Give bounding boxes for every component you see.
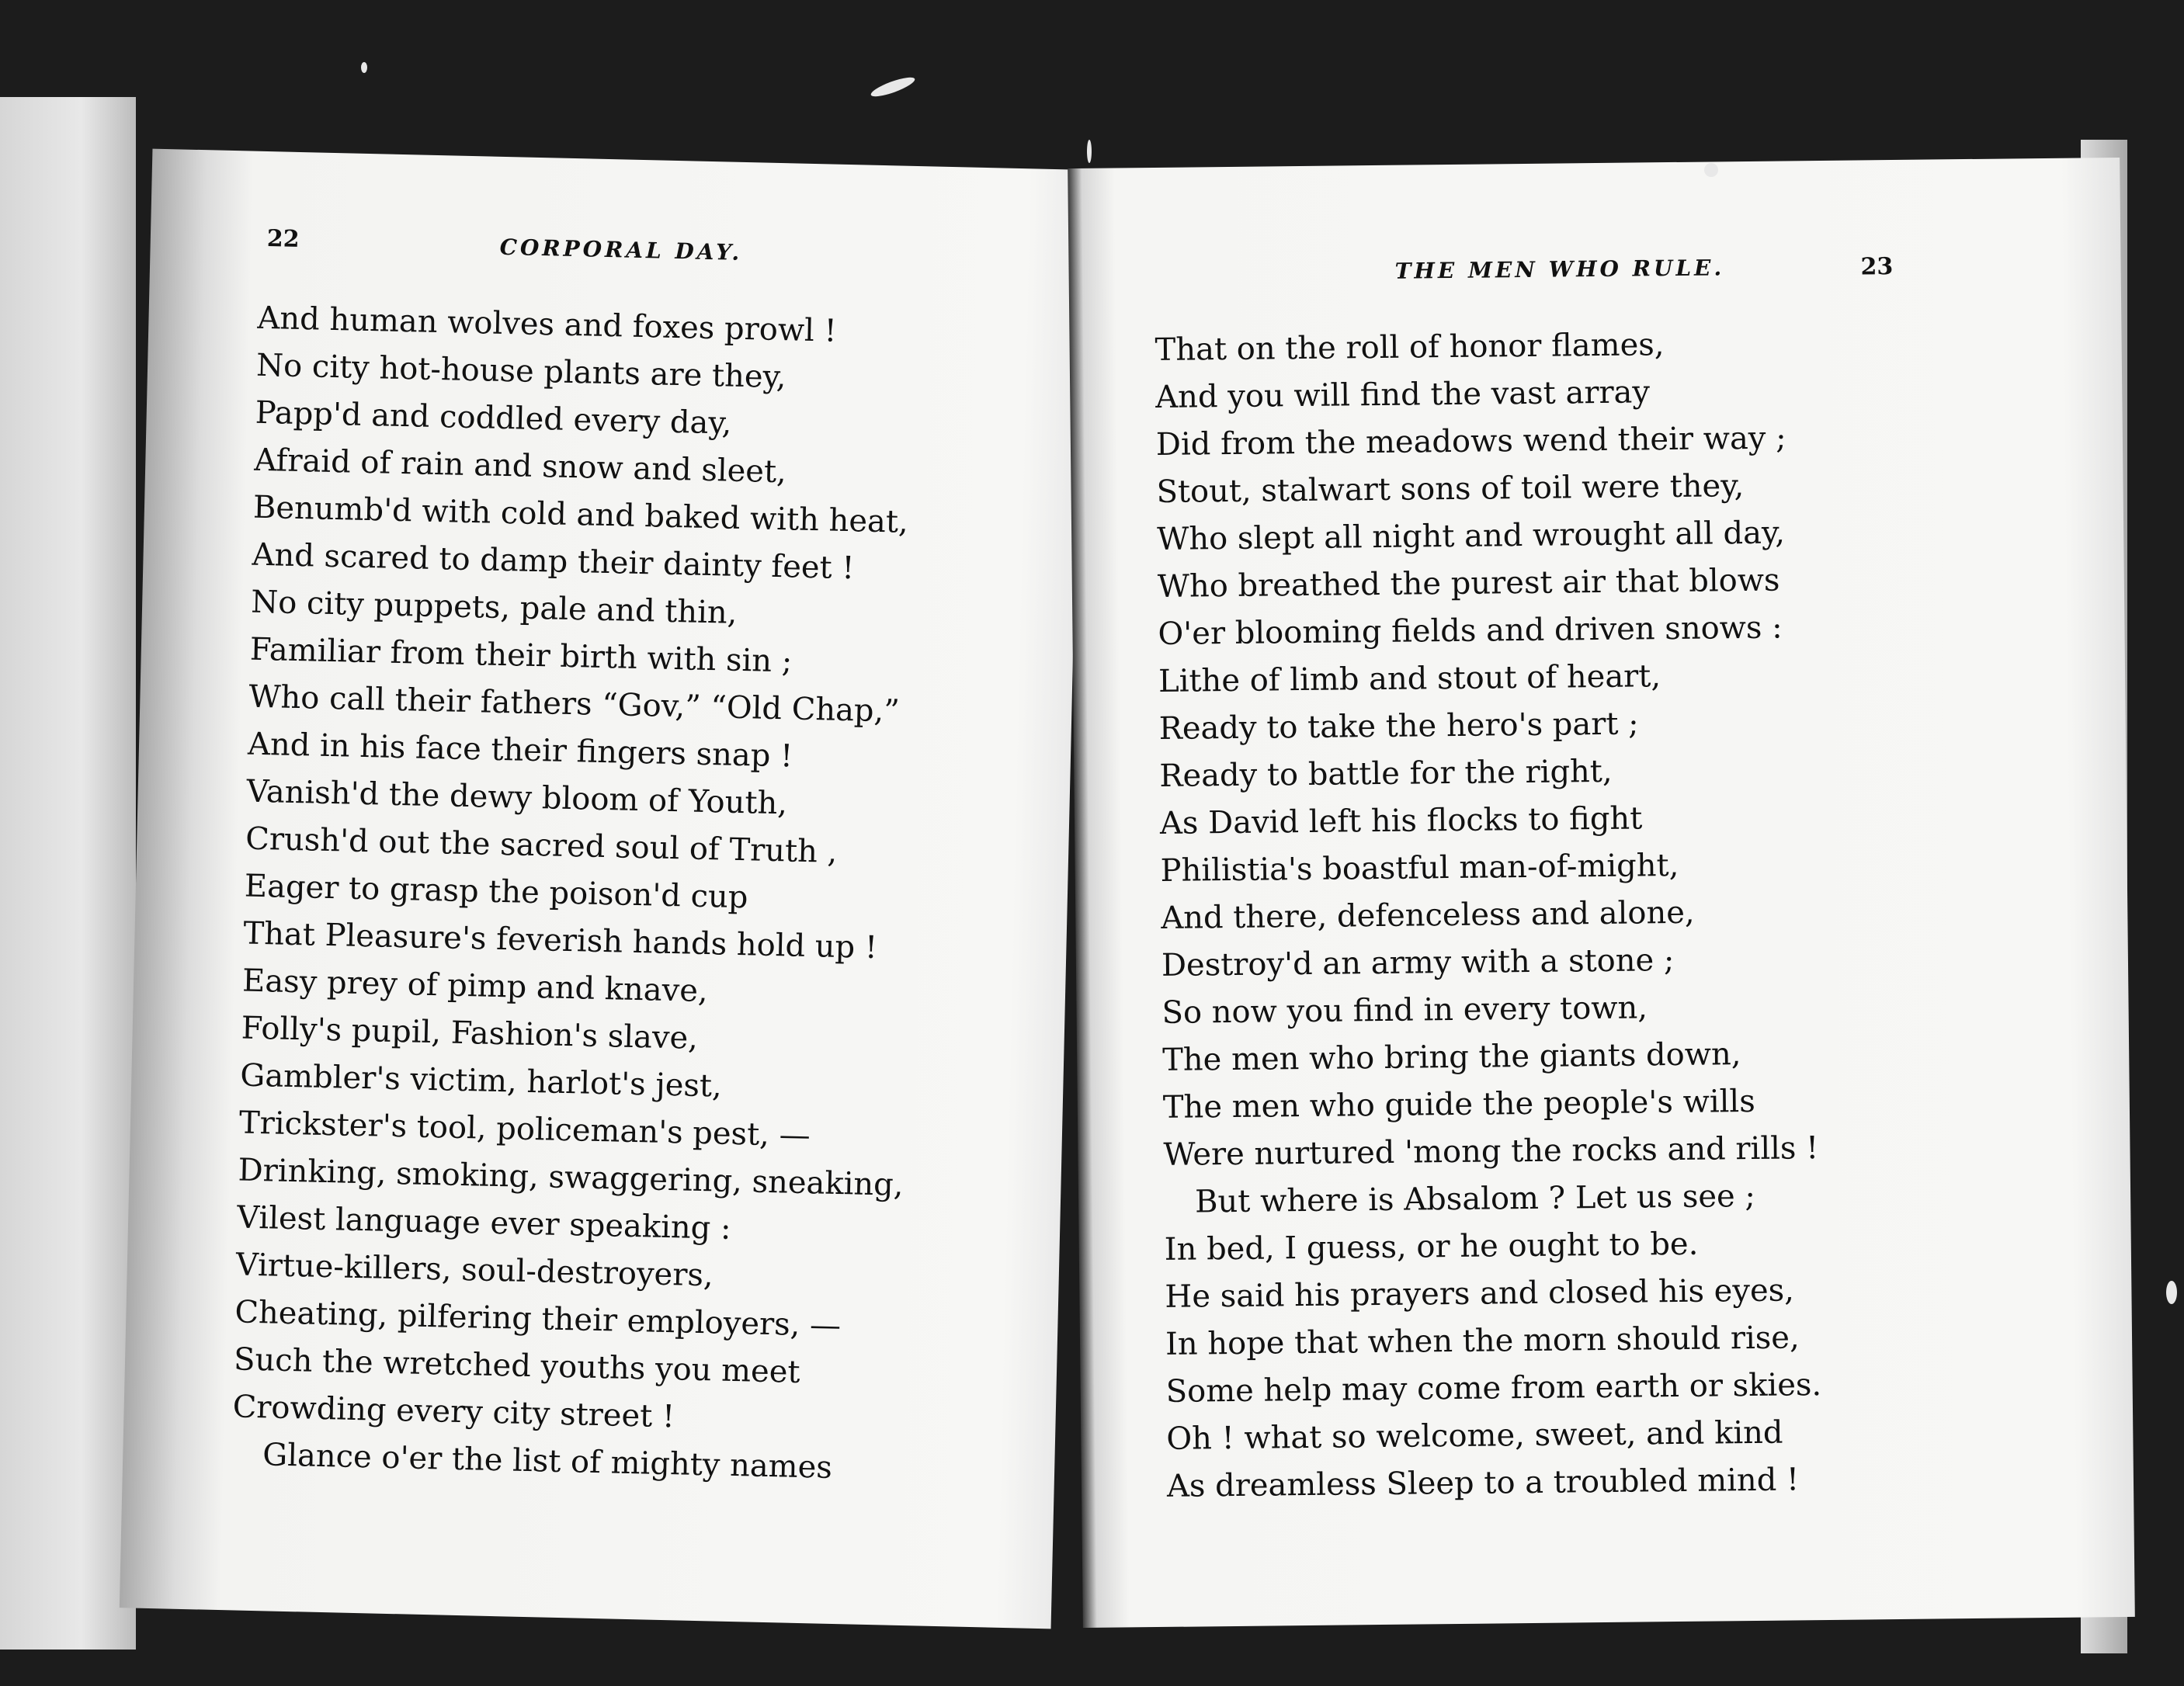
left-page-number: 22 bbox=[266, 225, 300, 253]
right-page bbox=[1068, 158, 2135, 1628]
verse-line: Stout, stalwart sons of toil were they, bbox=[1156, 468, 1745, 510]
verse-line: Crush'd out the sacred soul of Truth , bbox=[245, 820, 838, 870]
verse-line: Lithe of limb and stout of heart, bbox=[1158, 658, 1661, 699]
verse-line: And human wolves and foxes prowl ! bbox=[257, 300, 838, 349]
verse-line: Such the wretched youths you meet bbox=[233, 1341, 801, 1390]
verse-line: And in his face their fingers snap ! bbox=[247, 726, 793, 775]
verse-line: And scared to damp their dainty feet ! bbox=[252, 536, 855, 587]
verse-line: Vilest language ever speaking : bbox=[236, 1199, 732, 1247]
verse-line: But where is Absalom ? Let us see ; bbox=[1194, 1178, 1756, 1220]
verse-line: As David left his flocks to fight bbox=[1159, 800, 1643, 841]
verse-line: He said his prayers and closed his eyes, bbox=[1165, 1272, 1795, 1315]
verse-line: Folly's pupil, Fashion's slave, bbox=[241, 1010, 699, 1056]
verse-line: Vanish'd the dewy bloom of Youth, bbox=[246, 773, 788, 822]
left-running-head: CORPORAL DAY. bbox=[499, 234, 743, 265]
right-page-number: 23 bbox=[1860, 253, 1894, 281]
verse-line: No city puppets, pale and thin, bbox=[250, 584, 738, 631]
verse-line: Were nurtured 'mong the rocks and rills ! bbox=[1163, 1130, 1819, 1173]
verse-line: Did from the meadows wend their way ; bbox=[1155, 420, 1786, 463]
verse-line: That Pleasure's feverish hands hold up ! bbox=[243, 915, 878, 966]
verse-line: No city hot-house plants are they, bbox=[255, 347, 787, 396]
left-page bbox=[120, 149, 1084, 1629]
verse-line: The men who bring the giants down, bbox=[1161, 1036, 1741, 1078]
dust-speck bbox=[2166, 1281, 2177, 1304]
verse-line: So now you find in every town, bbox=[1161, 990, 1648, 1031]
verse-line: Gambler's victim, harlot's jest, bbox=[239, 1057, 723, 1105]
verse-line: Cheating, pilfering their employers, — bbox=[234, 1294, 842, 1344]
verse-line: Papp'd and coddled every day, bbox=[255, 394, 732, 442]
verse-line: And there, defenceless and alone, bbox=[1161, 894, 1695, 936]
verse-line: That on the roll of honor flames, bbox=[1154, 327, 1665, 368]
verse-line: Who slept all night and wrought all day, bbox=[1156, 515, 1786, 557]
right-verse bbox=[1154, 320, 1822, 1511]
dust-speck bbox=[1087, 140, 1092, 163]
verse-line: Crowding every city street ! bbox=[232, 1389, 675, 1435]
verse-line: In bed, I guess, or he ought to be. bbox=[1164, 1226, 1699, 1268]
verse-line: The men who guide the people's wills bbox=[1162, 1083, 1755, 1126]
left-verse bbox=[231, 295, 923, 1493]
right-running-head: THE MEN WHO RULE. bbox=[1394, 255, 1725, 284]
dust-speck bbox=[361, 62, 367, 73]
verse-line: And you will find the vast array bbox=[1155, 374, 1651, 415]
dust-speck bbox=[869, 74, 916, 100]
verse-line: Drinking, smoking, swaggering, sneaking, bbox=[238, 1152, 905, 1203]
verse-line: Ready to battle for the right, bbox=[1159, 753, 1613, 794]
verse-line: As dreamless Sleep to a troubled mind ! bbox=[1166, 1462, 1800, 1504]
verse-line: Familiar from their birth with sin ; bbox=[249, 631, 793, 680]
verse-line: Easy prey of pimp and knave, bbox=[241, 963, 709, 1010]
verse-line: Virtue-killers, soul-destroyers, bbox=[235, 1247, 714, 1294]
verse-line: Eager to grasp the poison'd cup bbox=[244, 868, 748, 916]
previous-page-edge bbox=[0, 97, 136, 1650]
verse-line: In hope that when the morn should rise, bbox=[1165, 1320, 1800, 1362]
verse-line: Trickster's tool, policeman's pest, — bbox=[238, 1105, 811, 1154]
verse-line: Who call their fathers “Gov,” “Old Chap,” bbox=[248, 678, 901, 730]
verse-line: Benumb'd with cold and baked with heat, bbox=[252, 489, 909, 540]
verse-line: O'er blooming fields and driven snows : bbox=[1158, 609, 1783, 652]
verse-line: Glance o'er the list of mighty names bbox=[262, 1437, 833, 1486]
verse-line: Afraid of rain and snow and sleet, bbox=[253, 442, 787, 491]
verse-line: Destroy'd an army with a stone ; bbox=[1161, 942, 1675, 984]
verse-line: Philistia's boastful man-of-might, bbox=[1160, 847, 1679, 889]
verse-line: Oh ! what so welcome, sweet, and kind bbox=[1166, 1414, 1783, 1457]
verse-line: Ready to take the hero's part ; bbox=[1158, 706, 1639, 747]
dust-speck bbox=[1704, 163, 1718, 177]
verse-line: Some help may come from earth or skies. bbox=[1165, 1367, 1822, 1410]
verse-line: Who breathed the purest air that blows bbox=[1157, 562, 1780, 605]
